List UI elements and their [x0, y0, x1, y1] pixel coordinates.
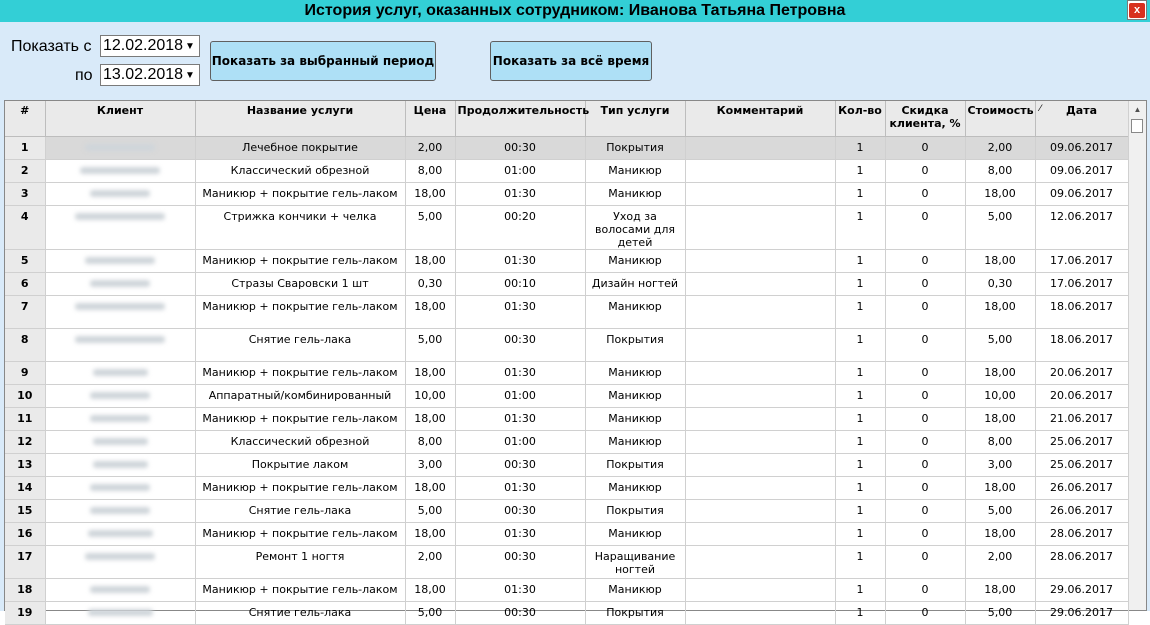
price-cell[interactable]: 2,00 [405, 137, 455, 160]
duration-cell[interactable]: 01:00 [455, 431, 585, 454]
blurred-client-name [75, 213, 165, 220]
chevron-down-icon[interactable]: ▼ [185, 40, 195, 52]
quantity-cell[interactable]: 1 [835, 431, 885, 454]
to-date-label: по [75, 67, 93, 84]
cost-cell[interactable]: 2,00 [965, 137, 1035, 160]
client-cell[interactable] [45, 273, 195, 296]
client-cell[interactable] [45, 408, 195, 431]
client-cell[interactable] [45, 137, 195, 160]
discount-cell[interactable]: 0 [885, 477, 965, 500]
comment-cell[interactable] [685, 273, 835, 296]
service-name-cell[interactable]: Маникюр + покрытие гель-лаком [195, 408, 405, 431]
date-cell[interactable]: 09.06.2017 [1035, 183, 1128, 206]
date-cell[interactable]: 17.06.2017 [1035, 250, 1128, 273]
row-number[interactable]: 9 [5, 362, 45, 385]
discount-cell[interactable]: 0 [885, 273, 965, 296]
duration-cell[interactable]: 00:30 [455, 546, 585, 579]
service-name-cell[interactable]: Снятие гель-лака [195, 500, 405, 523]
date-cell[interactable]: 28.06.2017 [1035, 523, 1128, 546]
filter-toolbar [0, 22, 1150, 98]
service-type-cell[interactable]: Маникюр [585, 250, 685, 273]
show-all-button[interactable]: Показать за всё время [490, 41, 652, 81]
service-name-cell[interactable]: Маникюр + покрытие гель-лаком [195, 362, 405, 385]
table-row[interactable] [5, 477, 1128, 500]
date-cell[interactable]: 12.06.2017 [1035, 206, 1128, 250]
duration-cell[interactable]: 01:30 [455, 362, 585, 385]
cost-cell[interactable]: 18,00 [965, 579, 1035, 602]
discount-cell[interactable]: 0 [885, 183, 965, 206]
price-cell[interactable]: 0,30 [405, 273, 455, 296]
cost-cell[interactable]: 2,00 [965, 546, 1035, 579]
quantity-cell[interactable]: 1 [835, 329, 885, 362]
client-cell[interactable] [45, 385, 195, 408]
discount-cell[interactable]: 0 [885, 602, 965, 625]
price-cell[interactable]: 5,00 [405, 329, 455, 362]
quantity-cell[interactable]: 1 [835, 454, 885, 477]
price-cell[interactable]: 18,00 [405, 579, 455, 602]
date-cell[interactable]: 26.06.2017 [1035, 477, 1128, 500]
comment-cell[interactable] [685, 137, 835, 160]
blurred-client-name [85, 144, 155, 151]
quantity-cell[interactable]: 1 [835, 385, 885, 408]
duration-cell[interactable]: 00:30 [455, 500, 585, 523]
col-type[interactable]: Тип услуги [585, 101, 685, 137]
table-body [5, 137, 1128, 625]
row-number[interactable]: 18 [5, 579, 45, 602]
client-cell[interactable] [45, 500, 195, 523]
services-grid [4, 100, 1147, 619]
comment-cell[interactable] [685, 431, 835, 454]
col-discount[interactable]: Скидка клиента, % [885, 101, 965, 137]
table-row[interactable] [5, 385, 1128, 408]
service-type-cell[interactable]: Покрытия [585, 602, 685, 625]
client-cell[interactable] [45, 579, 195, 602]
comment-cell[interactable] [685, 329, 835, 362]
row-number[interactable]: 17 [5, 546, 45, 579]
price-cell[interactable]: 5,00 [405, 500, 455, 523]
vertical-scrollbar[interactable] [1128, 101, 1146, 610]
col-comment[interactable]: Комментарий [685, 101, 835, 137]
date-cell[interactable]: 21.06.2017 [1035, 408, 1128, 431]
price-cell[interactable]: 18,00 [405, 250, 455, 273]
duration-cell[interactable]: 01:00 [455, 385, 585, 408]
blurred-client-name [85, 553, 155, 560]
row-number[interactable]: 8 [5, 329, 45, 362]
price-cell[interactable]: 2,00 [405, 546, 455, 579]
price-cell[interactable]: 18,00 [405, 296, 455, 329]
date-cell[interactable]: 09.06.2017 [1035, 160, 1128, 183]
row-number[interactable]: 2 [5, 160, 45, 183]
row-number[interactable]: 6 [5, 273, 45, 296]
discount-cell[interactable]: 0 [885, 408, 965, 431]
service-name-cell[interactable]: Лечебное покрытие [195, 137, 405, 160]
client-cell[interactable] [45, 546, 195, 579]
service-name-cell[interactable]: Покрытие лаком [195, 454, 405, 477]
quantity-cell[interactable]: 1 [835, 602, 885, 625]
to-date-picker[interactable] [100, 64, 200, 86]
table-row[interactable] [5, 500, 1128, 523]
service-name-cell[interactable]: Маникюр + покрытие гель-лаком [195, 477, 405, 500]
discount-cell[interactable]: 0 [885, 329, 965, 362]
discount-cell[interactable]: 0 [885, 546, 965, 579]
service-type-cell[interactable]: Маникюр [585, 183, 685, 206]
blurred-client-name [90, 507, 150, 514]
cost-cell[interactable]: 3,00 [965, 454, 1035, 477]
table-row[interactable] [5, 273, 1128, 296]
quantity-cell[interactable]: 1 [835, 206, 885, 250]
client-cell[interactable] [45, 296, 195, 329]
col-date-label: Дата [1065, 104, 1098, 117]
duration-cell[interactable]: 01:00 [455, 160, 585, 183]
comment-cell[interactable] [685, 362, 835, 385]
service-name-cell[interactable]: Маникюр + покрытие гель-лаком [195, 183, 405, 206]
row-number[interactable]: 12 [5, 431, 45, 454]
quantity-cell[interactable]: 1 [835, 250, 885, 273]
cost-cell[interactable]: 18,00 [965, 296, 1035, 329]
window-title: История услуг, оказанных сотрудником: Иванова Татьяна Петровна [304, 2, 846, 19]
comment-cell[interactable] [685, 385, 835, 408]
cost-cell[interactable]: 8,00 [965, 431, 1035, 454]
col-price[interactable]: Цена [405, 101, 455, 137]
service-type-cell[interactable]: Наращивание ногтей [585, 546, 685, 579]
client-cell[interactable] [45, 602, 195, 625]
comment-cell[interactable] [685, 477, 835, 500]
cost-cell[interactable]: 18,00 [965, 183, 1035, 206]
col-date[interactable] [1035, 101, 1128, 137]
table-row[interactable] [5, 408, 1128, 431]
quantity-cell[interactable]: 1 [835, 137, 885, 160]
service-type-cell[interactable]: Маникюр [585, 385, 685, 408]
service-name-cell[interactable]: Маникюр + покрытие гель-лаком [195, 250, 405, 273]
duration-cell[interactable]: 00:30 [455, 454, 585, 477]
services-table [5, 101, 1129, 625]
scroll-thumb[interactable] [1131, 119, 1143, 133]
row-number[interactable]: 14 [5, 477, 45, 500]
cost-cell[interactable]: 5,00 [965, 329, 1035, 362]
service-type-cell[interactable]: Маникюр [585, 579, 685, 602]
row-number[interactable]: 16 [5, 523, 45, 546]
date-cell[interactable]: 18.06.2017 [1035, 296, 1128, 329]
service-name-cell[interactable]: Маникюр + покрытие гель-лаком [195, 296, 405, 329]
cost-cell[interactable]: 18,00 [965, 408, 1035, 431]
service-type-cell[interactable]: Покрытия [585, 329, 685, 362]
row-number[interactable]: 19 [5, 602, 45, 625]
title-bar [0, 0, 1150, 22]
client-cell[interactable] [45, 431, 195, 454]
service-type-cell[interactable]: Дизайн ногтей [585, 273, 685, 296]
row-number[interactable]: 1 [5, 137, 45, 160]
client-cell[interactable] [45, 362, 195, 385]
blurred-client-name [88, 609, 153, 616]
duration-cell[interactable]: 00:10 [455, 273, 585, 296]
client-cell[interactable] [45, 206, 195, 250]
table-row[interactable] [5, 454, 1128, 477]
client-cell[interactable] [45, 250, 195, 273]
col-qty[interactable]: Кол-во [835, 101, 885, 137]
cost-cell[interactable]: 10,00 [965, 385, 1035, 408]
col-duration[interactable]: Продолжительность [455, 101, 585, 137]
date-cell[interactable]: 18.06.2017 [1035, 329, 1128, 362]
cost-cell[interactable]: 0,30 [965, 273, 1035, 296]
sort-icon: ⁄ [1039, 104, 1042, 114]
service-name-cell[interactable]: Стрижка кончики + челка [195, 206, 405, 250]
close-icon[interactable]: x [1129, 3, 1145, 18]
date-cell[interactable]: 26.06.2017 [1035, 500, 1128, 523]
comment-cell[interactable] [685, 183, 835, 206]
price-cell[interactable]: 5,00 [405, 206, 455, 250]
row-number[interactable]: 15 [5, 500, 45, 523]
service-name-cell[interactable]: Ремонт 1 ногтя [195, 546, 405, 579]
price-cell[interactable]: 8,00 [405, 160, 455, 183]
comment-cell[interactable] [685, 296, 835, 329]
quantity-cell[interactable]: 1 [835, 296, 885, 329]
table-row[interactable] [5, 523, 1128, 546]
client-cell[interactable] [45, 523, 195, 546]
service-name-cell[interactable]: Стразы Сваровски 1 шт [195, 273, 405, 296]
discount-cell[interactable]: 0 [885, 523, 965, 546]
duration-cell[interactable]: 01:30 [455, 183, 585, 206]
table-row[interactable] [5, 160, 1128, 183]
quantity-cell[interactable]: 1 [835, 579, 885, 602]
comment-cell[interactable] [685, 523, 835, 546]
duration-cell[interactable]: 01:30 [455, 477, 585, 500]
quantity-cell[interactable]: 1 [835, 500, 885, 523]
chevron-down-icon[interactable]: ▼ [185, 69, 195, 81]
table-header-row [5, 101, 1128, 137]
price-cell[interactable]: 10,00 [405, 385, 455, 408]
row-number[interactable]: 4 [5, 206, 45, 250]
price-cell[interactable]: 5,00 [405, 602, 455, 625]
comment-cell[interactable] [685, 454, 835, 477]
discount-cell[interactable]: 0 [885, 250, 965, 273]
row-number[interactable]: 3 [5, 183, 45, 206]
to-date-value[interactable]: 13.02.2018 [103, 66, 184, 83]
client-cell[interactable] [45, 454, 195, 477]
from-date-value[interactable]: 12.02.2018 [103, 37, 184, 54]
blurred-client-name [93, 438, 148, 445]
service-name-cell[interactable]: Маникюр + покрытие гель-лаком [195, 523, 405, 546]
duration-cell[interactable]: 00:20 [455, 206, 585, 250]
price-cell[interactable]: 18,00 [405, 477, 455, 500]
discount-cell[interactable]: 0 [885, 362, 965, 385]
cost-cell[interactable]: 5,00 [965, 206, 1035, 250]
blurred-client-name [85, 257, 155, 264]
duration-cell[interactable]: 00:30 [455, 602, 585, 625]
blurred-client-name [90, 586, 150, 593]
client-cell[interactable] [45, 183, 195, 206]
col-num[interactable]: # [5, 101, 45, 137]
duration-cell[interactable]: 00:30 [455, 329, 585, 362]
date-cell[interactable]: 09.06.2017 [1035, 137, 1128, 160]
row-number[interactable]: 10 [5, 385, 45, 408]
comment-cell[interactable] [685, 579, 835, 602]
quantity-cell[interactable]: 1 [835, 523, 885, 546]
date-cell[interactable]: 29.06.2017 [1035, 602, 1128, 625]
blurred-client-name [90, 190, 150, 197]
comment-cell[interactable] [685, 250, 835, 273]
duration-cell[interactable]: 01:30 [455, 579, 585, 602]
scroll-up-icon[interactable]: ▲ [1133, 104, 1142, 114]
table-row[interactable] [5, 602, 1128, 625]
quantity-cell[interactable]: 1 [835, 160, 885, 183]
row-number[interactable]: 5 [5, 250, 45, 273]
client-cell[interactable] [45, 329, 195, 362]
from-date-label: Показать с [11, 38, 92, 55]
blurred-client-name [90, 415, 150, 422]
blurred-client-name [75, 336, 165, 343]
blurred-client-name [90, 280, 150, 287]
cost-cell[interactable]: 18,00 [965, 477, 1035, 500]
table-row[interactable] [5, 579, 1128, 602]
discount-cell[interactable]: 0 [885, 500, 965, 523]
discount-cell[interactable]: 0 [885, 385, 965, 408]
blurred-client-name [80, 167, 160, 174]
table-row[interactable] [5, 137, 1128, 160]
quantity-cell[interactable]: 1 [835, 273, 885, 296]
date-cell[interactable]: 25.06.2017 [1035, 431, 1128, 454]
discount-cell[interactable]: 0 [885, 137, 965, 160]
service-type-cell[interactable]: Маникюр [585, 296, 685, 329]
price-cell[interactable]: 18,00 [405, 523, 455, 546]
duration-cell[interactable]: 01:30 [455, 296, 585, 329]
table-row[interactable] [5, 431, 1128, 454]
discount-cell[interactable]: 0 [885, 296, 965, 329]
service-type-cell[interactable]: Покрытия [585, 500, 685, 523]
comment-cell[interactable] [685, 160, 835, 183]
service-type-cell[interactable]: Маникюр [585, 523, 685, 546]
service-type-cell[interactable]: Маникюр [585, 362, 685, 385]
col-client[interactable]: Клиент [45, 101, 195, 137]
comment-cell[interactable] [685, 408, 835, 431]
price-cell[interactable]: 3,00 [405, 454, 455, 477]
service-name-cell[interactable]: Снятие гель-лака [195, 602, 405, 625]
cost-cell[interactable]: 8,00 [965, 160, 1035, 183]
table-row[interactable] [5, 250, 1128, 273]
discount-cell[interactable]: 0 [885, 454, 965, 477]
cost-cell[interactable]: 18,00 [965, 523, 1035, 546]
blurred-client-name [88, 530, 153, 537]
duration-cell[interactable]: 00:30 [455, 137, 585, 160]
comment-cell[interactable] [685, 602, 835, 625]
service-type-cell[interactable]: Маникюр [585, 160, 685, 183]
close-button[interactable] [1127, 0, 1147, 20]
service-type-cell[interactable]: Покрытия [585, 137, 685, 160]
discount-cell[interactable]: 0 [885, 160, 965, 183]
service-name-cell[interactable]: Классический обрезной [195, 431, 405, 454]
table-row[interactable] [5, 296, 1128, 329]
duration-cell[interactable]: 01:30 [455, 523, 585, 546]
table-row[interactable] [5, 206, 1128, 250]
cost-cell[interactable]: 5,00 [965, 500, 1035, 523]
from-date-picker[interactable] [100, 35, 200, 57]
cost-cell[interactable]: 18,00 [965, 362, 1035, 385]
service-name-cell[interactable]: Снятие гель-лака [195, 329, 405, 362]
table-row[interactable] [5, 183, 1128, 206]
price-cell[interactable]: 8,00 [405, 431, 455, 454]
date-cell[interactable]: 29.06.2017 [1035, 579, 1128, 602]
table-row[interactable] [5, 329, 1128, 362]
blurred-client-name [90, 392, 150, 399]
quantity-cell[interactable]: 1 [835, 408, 885, 431]
table-row[interactable] [5, 362, 1128, 385]
client-cell[interactable] [45, 160, 195, 183]
blurred-client-name [93, 369, 148, 376]
quantity-cell[interactable]: 1 [835, 546, 885, 579]
discount-cell[interactable]: 0 [885, 579, 965, 602]
service-type-cell[interactable]: Маникюр [585, 477, 685, 500]
comment-cell[interactable] [685, 546, 835, 579]
service-type-cell[interactable]: Покрытия [585, 454, 685, 477]
price-cell[interactable]: 18,00 [405, 408, 455, 431]
blurred-client-name [75, 303, 165, 310]
col-service[interactable]: Название услуги [195, 101, 405, 137]
date-cell[interactable]: 28.06.2017 [1035, 546, 1128, 579]
blurred-client-name [93, 461, 148, 468]
cost-cell[interactable]: 5,00 [965, 602, 1035, 625]
service-type-cell[interactable]: Уход за волосами для детей [585, 206, 685, 250]
row-number[interactable]: 11 [5, 408, 45, 431]
client-cell[interactable] [45, 477, 195, 500]
col-cost[interactable]: Стоимость [965, 101, 1035, 137]
price-cell[interactable]: 18,00 [405, 183, 455, 206]
date-cell[interactable]: 17.06.2017 [1035, 273, 1128, 296]
row-number[interactable]: 13 [5, 454, 45, 477]
row-number[interactable]: 7 [5, 296, 45, 329]
comment-cell[interactable] [685, 206, 835, 250]
blurred-client-name [90, 484, 150, 491]
duration-cell[interactable]: 01:30 [455, 408, 585, 431]
duration-cell[interactable]: 01:30 [455, 250, 585, 273]
date-cell[interactable]: 20.06.2017 [1035, 362, 1128, 385]
cost-cell[interactable]: 18,00 [965, 250, 1035, 273]
show-period-button[interactable]: Показать за выбранный период [210, 41, 436, 81]
date-cell[interactable]: 25.06.2017 [1035, 454, 1128, 477]
service-name-cell[interactable]: Маникюр + покрытие гель-лаком [195, 579, 405, 602]
table-row[interactable] [5, 546, 1128, 579]
date-cell[interactable]: 20.06.2017 [1035, 385, 1128, 408]
quantity-cell[interactable]: 1 [835, 477, 885, 500]
service-name-cell[interactable]: Аппаратный/комбинированный [195, 385, 405, 408]
quantity-cell[interactable]: 1 [835, 362, 885, 385]
discount-cell[interactable]: 0 [885, 206, 965, 250]
service-type-cell[interactable]: Маникюр [585, 408, 685, 431]
discount-cell[interactable]: 0 [885, 431, 965, 454]
price-cell[interactable]: 18,00 [405, 362, 455, 385]
service-type-cell[interactable]: Маникюр [585, 431, 685, 454]
comment-cell[interactable] [685, 500, 835, 523]
quantity-cell[interactable]: 1 [835, 183, 885, 206]
service-name-cell[interactable]: Классический обрезной [195, 160, 405, 183]
